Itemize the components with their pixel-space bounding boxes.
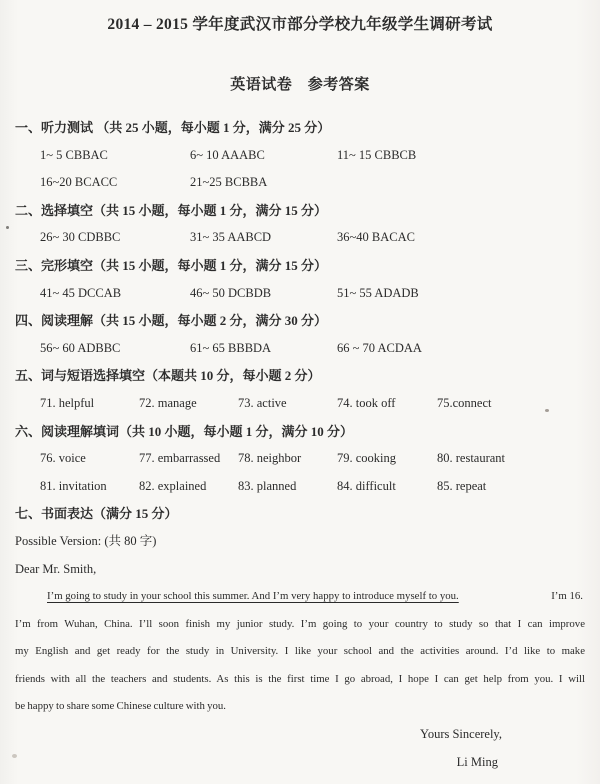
section-heading-choice: 二、选择填空（共 15 小题，每小题 1 分，满分 15 分） — [15, 202, 328, 218]
answer-item: 76. voice — [40, 451, 86, 466]
section-heading-writing: 七、书面表达（满分 15 分） — [15, 506, 178, 522]
answer-item: 78. neighbor — [238, 451, 302, 466]
answer-range: 36~40 BACAC — [337, 230, 415, 245]
answer-range: 1~ 5 CBBAC — [40, 147, 108, 162]
letter-body-line: friends with all the teachers and students. As this is the first time I go abroad, I hope I can get help from you. I will — [15, 672, 585, 685]
page-title: 2014 – 2015 学年度武汉市部分学校九年级学生调研考试 — [107, 16, 493, 33]
letter-first-line-tail: I’m 16. — [551, 590, 583, 603]
answer-item: 80. restaurant — [437, 451, 506, 466]
answer-range: 41~ 45 DCCAB — [40, 285, 122, 300]
answer-range: 46~ 50 DCBDB — [190, 285, 272, 300]
answer-item: 77. embarrassed — [139, 451, 221, 466]
answer-item: 72. manage — [139, 395, 197, 410]
paper-subtitle: 英语试卷 参考答案 — [230, 77, 370, 93]
letter-signature: Li Ming — [456, 754, 498, 769]
answer-range: 66 ~ 70 ACDAA — [337, 340, 422, 355]
answer-item: 82. explained — [139, 478, 207, 493]
letter-salutation: Dear Mr. Smith, — [15, 561, 97, 576]
letter-body-line: my English and get ready for the study in University. I like your school and the activities around. I’d like to make — [15, 645, 585, 658]
section-heading-listening: 一、听力测试 （共 25 小题，每小题 1 分，满分 25 分） — [15, 120, 331, 135]
answer-item: 73. active — [238, 395, 287, 410]
answer-row — [15, 280, 585, 308]
underlined-sentence: I’m going to study in your school this summer. And I’m very happy to introduce myself to you. — [47, 590, 459, 603]
answer-range: 11~ 15 CBBCB — [337, 147, 417, 162]
answer-sections — [15, 114, 585, 776]
scan-speck — [545, 409, 549, 412]
answer-item: 74. took off — [337, 395, 396, 410]
answer-range: 21~25 BCBBA — [190, 175, 268, 190]
answer-item: 71. helpful — [40, 395, 95, 410]
section-heading-reading: 四、阅读理解（共 15 小题，每小题 2 分，满分 30 分） — [15, 313, 328, 329]
letter-closing: Yours Sincerely, — [420, 727, 502, 742]
answer-row — [15, 445, 585, 473]
answer-item: 84. difficult — [337, 478, 396, 493]
answer-item: 81. invitation — [40, 478, 107, 493]
answer-range: 61~ 65 BBBDA — [190, 340, 272, 355]
section-heading-words-phrases: 五、词与短语选择填空（本题共 10 分，每小题 2 分） — [15, 368, 321, 384]
section-heading-fill-words: 六、阅读理解填词（共 10 小题，每小题 1 分，满分 10 分） — [15, 423, 354, 439]
answer-row — [15, 473, 585, 501]
answer-range: 16~20 BCACC — [40, 175, 118, 190]
answer-range: 56~ 60 ADBBC — [40, 340, 121, 355]
answer-row — [15, 169, 585, 197]
answer-row — [15, 224, 585, 252]
answer-range: 51~ 55 ADADB — [337, 285, 419, 300]
answer-item: 83. planned — [238, 478, 297, 493]
answer-item: 85. repeat — [437, 478, 487, 493]
letter-body-line: I’m from Wuhan, China. I’ll soon finish my junior study. I’m going to your country to study so that I can improve — [15, 617, 585, 630]
scan-speck — [12, 754, 17, 758]
answer-range: 26~ 30 CDBBC — [40, 230, 121, 245]
answer-item: 79. cooking — [337, 451, 397, 466]
answer-range: 31~ 35 AABCD — [190, 230, 272, 245]
section-heading-cloze: 三、完形填空（共 15 小题，每小题 1 分，满分 15 分） — [15, 257, 328, 273]
answer-item: 75.connect — [437, 395, 492, 410]
letter-body-line: be happy to share some Chinese culture with you. — [15, 700, 226, 713]
scan-speck — [6, 226, 9, 229]
answer-row — [15, 335, 585, 363]
possible-version-label: Possible Version: (共 80 字) — [15, 533, 157, 548]
answer-range: 6~ 10 AAABC — [190, 147, 265, 162]
letter-first-line — [15, 583, 585, 611]
answer-row — [15, 142, 585, 170]
answer-row — [15, 390, 585, 418]
